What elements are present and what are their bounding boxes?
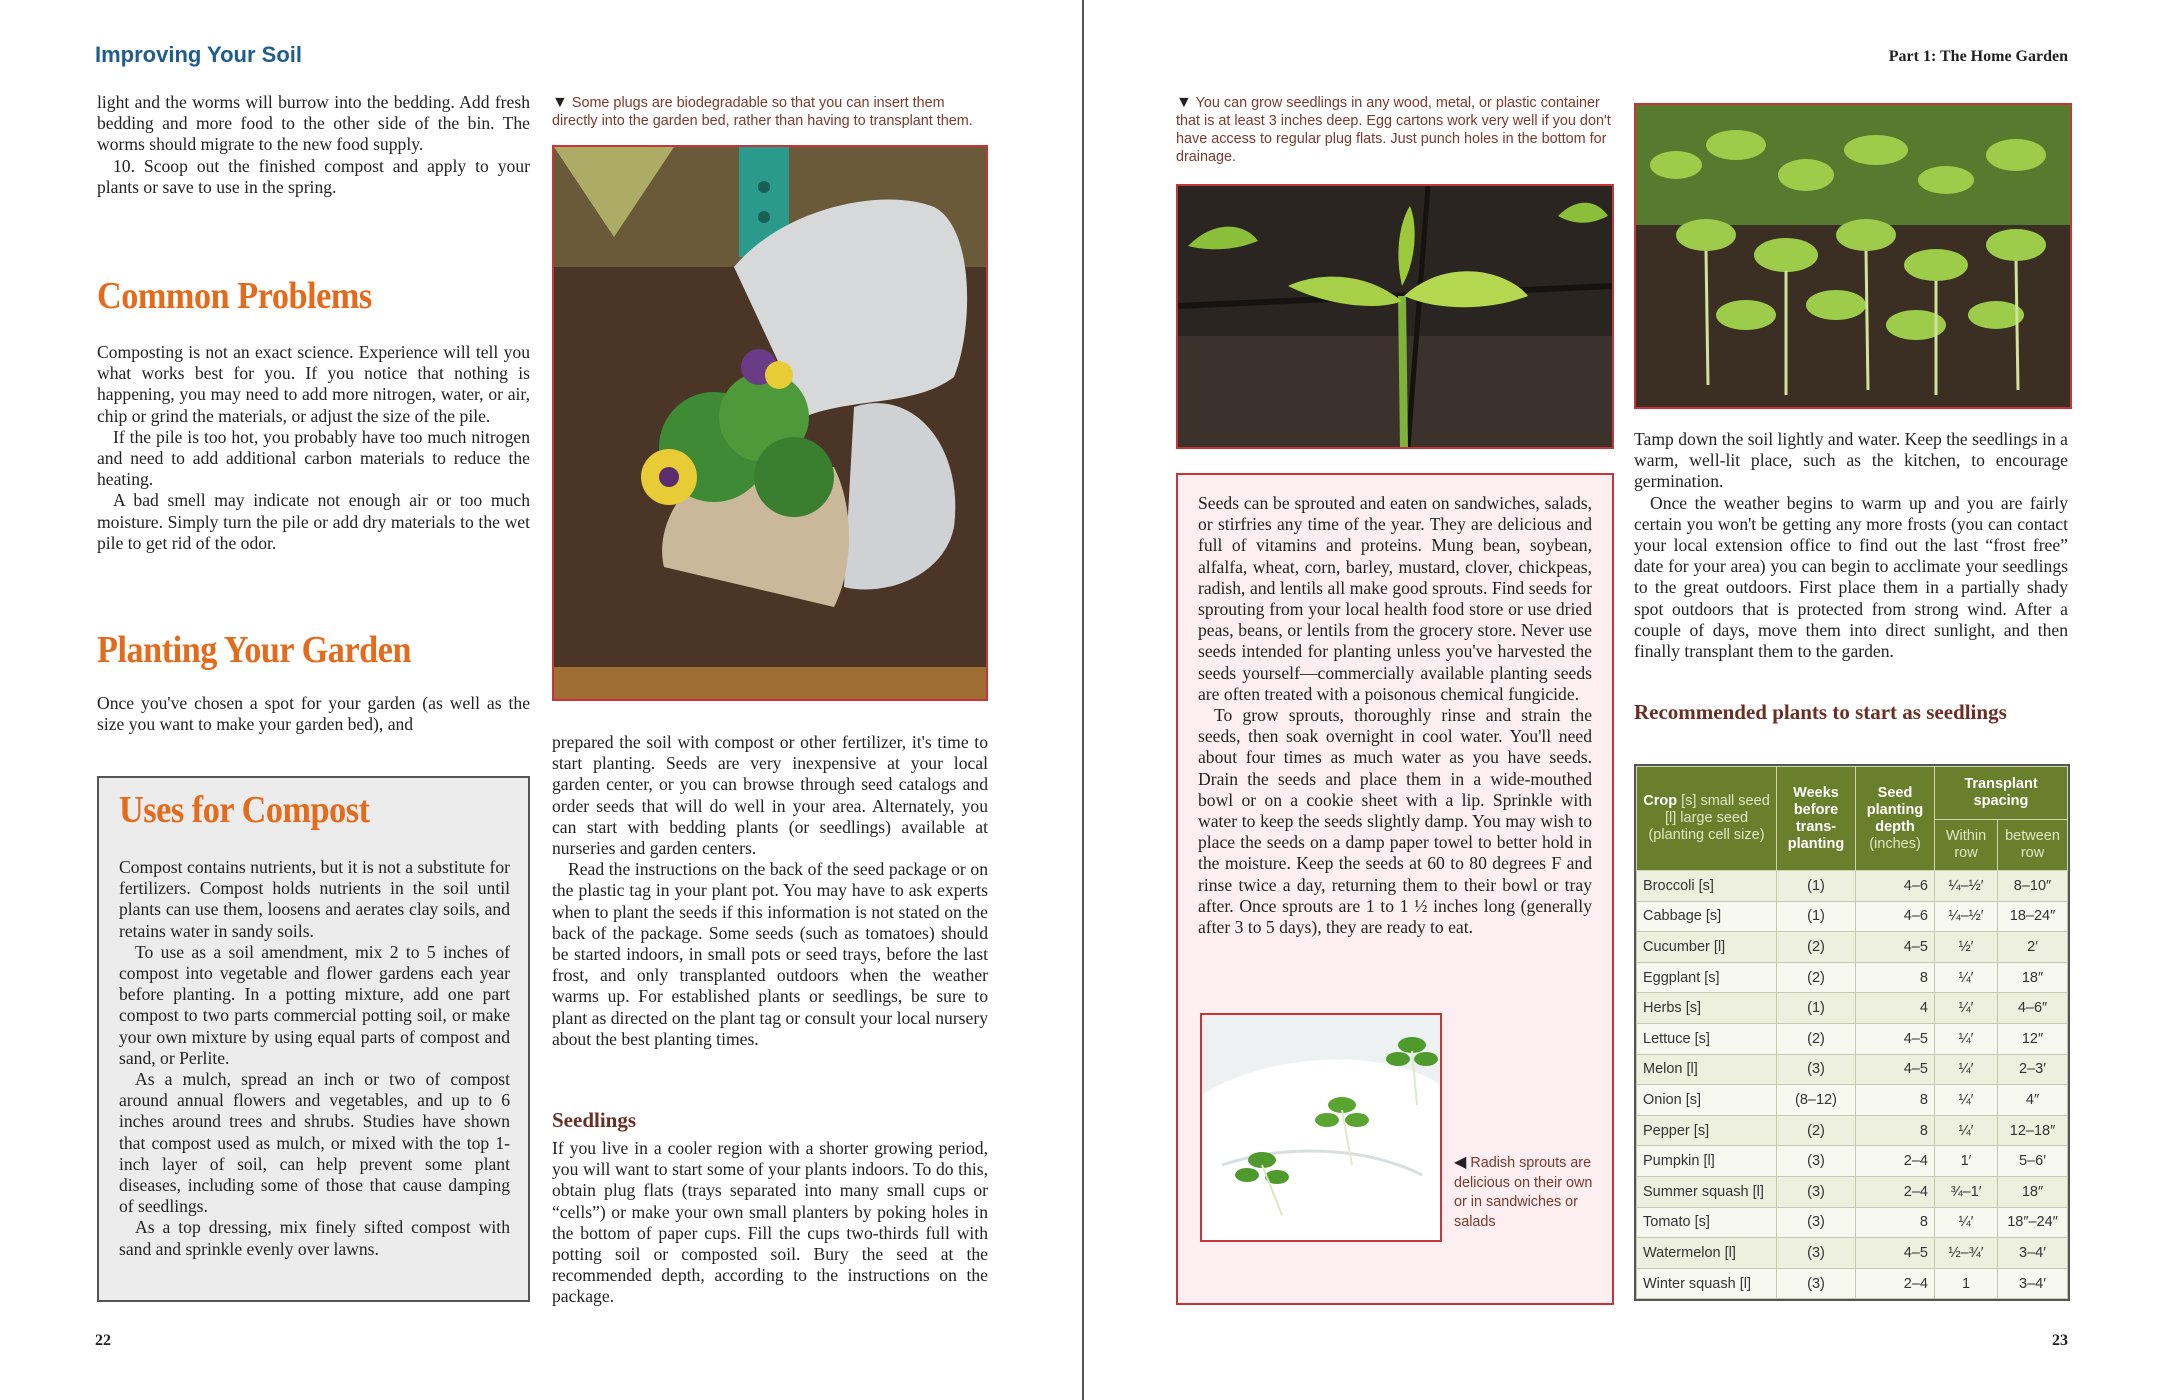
radish-caption-text: Radish sprouts are delicious on their own or in sandwiches or salads	[1454, 1155, 1593, 1230]
intro-text	[97, 92, 530, 198]
table-row	[1637, 1023, 2068, 1054]
cell-between: 12″	[1998, 1023, 2068, 1054]
cell-depth: 2–4	[1856, 1176, 1935, 1207]
cell-crop: Melon [l]	[1637, 1054, 1777, 1085]
cell-within: ¼′	[1935, 1085, 1998, 1116]
compost-para: Compost contains nutrients, but it is not a substitute for fertilizers. Compost holds nutrients in the soil until plants can use them, loosens and aerates clay soils, and retains water in sandy soils.	[119, 857, 510, 941]
cell-between: 4–6″	[1998, 993, 2068, 1024]
sprouts-text	[1198, 493, 1592, 938]
cell-weeks: (1)	[1777, 871, 1856, 902]
table-row	[1637, 1207, 2068, 1238]
photo-planting-plug	[552, 145, 988, 701]
col4-para: Tamp down the soil lightly and water. Keep the seedlings in a warm, well-lit place, such as the kitchen, to encourage germination.	[1634, 429, 2068, 492]
cell-depth: 8	[1856, 1085, 1935, 1116]
seedling-care-text	[1634, 429, 2068, 662]
uses-for-compost-box	[97, 776, 530, 1302]
cell-depth: 4–6	[1856, 871, 1935, 902]
table-row	[1637, 1146, 2068, 1177]
seedling-table	[1636, 766, 2068, 1299]
sprouts-para: Seeds can be sprouted and eaten on sandwiches, salads, or stirfries any time of the year. They are delicious and full of vitamins and proteins. Mung bean, soybean, alfalfa, wheat, corn, barley, mustard, clover, chickpeas, radish, and lentils all make good sprouts. Find seeds for sprouting from your local health food store or use dried peas, beans, or lentils from the grocery store. Never use seeds intended for planting unless you've harvested the seeds yourself—commercially available planting seeds are often treated with a poisonous chemical fungicide.	[1198, 493, 1592, 704]
seedling-caption-text: You can grow seedlings in any wood, metal, or plastic container that is at least 3 inches deep. Egg cartons work very well if you don't have access to regular plug flats. Just punch holes in the bottom for drainage.	[1176, 95, 1611, 165]
cell-crop: Broccoli [s]	[1637, 871, 1777, 902]
intro-para: 10. Scoop out the finished compost and apply to your plants or save to use in the spring.	[97, 155, 530, 197]
compost-para: As a top dressing, mix finely sifted compost with sand and sprinkle evenly over lawns.	[119, 1217, 510, 1259]
gloved-hands-planting-image	[554, 147, 986, 699]
col-header-spacing: Transplant spacing	[1935, 767, 2068, 820]
photo-seedling-flat	[1634, 103, 2072, 409]
cell-depth: 4	[1856, 993, 1935, 1024]
table-row	[1637, 1054, 2068, 1085]
cell-crop: Winter squash [l]	[1637, 1268, 1777, 1299]
seedlings-para: If you live in a cooler region with a shorter growing period, you will want to start some of your plants indoors. To do this, obtain plug flats (trays separated into many small cups or “cells”) or make your own small planters by poking holes in the bottom of paper cups. Fill the cups two-thirds full with potting soil or composted soil. Bury the seed at the recommended depth, according to the instructions on the package.	[552, 1138, 988, 1307]
cell-crop: Pepper [s]	[1637, 1115, 1777, 1146]
compost-para: To use as a soil amendment, mix 2 to 5 inches of compost into vegetable and flower gardens each year before planting. In a potting mixture, add one part compost to two parts commercial potting soil, or make your own mixture by using equal parts of compost and sand, or Perlite.	[119, 941, 510, 1068]
seedlings-text	[552, 1138, 988, 1308]
seedling-table-body	[1637, 871, 2068, 1299]
cell-depth: 8	[1856, 1115, 1935, 1146]
cell-crop: Lettuce [s]	[1637, 1023, 1777, 1054]
cell-between: 3–4′	[1998, 1238, 2068, 1269]
cell-weeks: (1)	[1777, 993, 1856, 1024]
page-number-right: 23	[2052, 1332, 2068, 1349]
cell-within: ¼′	[1935, 962, 1998, 993]
cell-weeks: (3)	[1777, 1238, 1856, 1269]
cell-depth: 4–5	[1856, 1238, 1935, 1269]
cell-weeks: (1)	[1777, 901, 1856, 932]
cell-depth: 4–5	[1856, 932, 1935, 963]
cell-crop: Cabbage [s]	[1637, 901, 1777, 932]
col-header-weeks: Weeks before trans-planting	[1777, 767, 1856, 871]
cell-between: 8–10″	[1998, 871, 2068, 902]
crop-header-detail: [s] small seed [l] large seed (planting cell size)	[1648, 793, 1770, 843]
cell-within: ¼′	[1935, 1207, 1998, 1238]
cell-crop: Onion [s]	[1637, 1085, 1777, 1116]
plug-caption	[552, 94, 988, 130]
table-row	[1637, 1238, 2068, 1269]
cell-between: 18″–24″	[1998, 1207, 2068, 1238]
cell-between: 18″	[1998, 962, 2068, 993]
cell-depth: 2–4	[1856, 1146, 1935, 1177]
triangle-down-icon: ▼	[1176, 94, 1192, 111]
cell-between: 2′	[1998, 932, 2068, 963]
seedling-caption	[1176, 94, 1616, 166]
problems-para: Composting is not an exact science. Experience will tell you what works best for you. If you notice that nothing is happening, you may need to add more nitrogen, water, or air, chip or grind the materials, or adjust the size of the pile.	[97, 342, 530, 426]
cell-between: 12–18″	[1998, 1115, 2068, 1146]
table-row	[1637, 932, 2068, 963]
cell-weeks: (2)	[1777, 932, 1856, 963]
depth-header-label: Seed planting depth	[1866, 784, 1924, 835]
table-title: Recommended plants to start as seedlings	[1634, 700, 2007, 724]
crop-header-label: Crop	[1643, 793, 1678, 809]
cell-depth: 4–5	[1856, 1023, 1935, 1054]
cell-between: 4″	[1998, 1085, 2068, 1116]
problems-para: A bad smell may indicate not enough air or too much moisture. Simply turn the pile or add dry materials to the wet pile to get rid of the odor.	[97, 490, 530, 553]
cell-within: 1	[1935, 1268, 1998, 1299]
radish-sprouts-image	[1202, 1015, 1440, 1240]
page-number-left: 22	[95, 1332, 111, 1349]
cell-weeks: (3)	[1777, 1054, 1856, 1085]
cell-between: 5–6′	[1998, 1146, 2068, 1177]
table-row	[1637, 1115, 2068, 1146]
cell-within: ¼′	[1935, 993, 1998, 1024]
cell-depth: 8	[1856, 962, 1935, 993]
running-head-right: Part 1: The Home Garden	[1888, 48, 2068, 65]
depth-header-unit: (inches)	[1869, 835, 1921, 852]
running-head-left: Improving Your Soil	[95, 42, 302, 67]
cell-depth: 2–4	[1856, 1268, 1935, 1299]
table-row	[1637, 901, 2068, 932]
table-row	[1637, 1268, 2068, 1299]
cell-between: 3–4′	[1998, 1268, 2068, 1299]
triangle-down-icon: ▼	[552, 94, 568, 111]
cell-weeks: (3)	[1777, 1268, 1856, 1299]
cell-weeks: (3)	[1777, 1146, 1856, 1177]
many-seedlings-image	[1636, 105, 2070, 407]
photo-radish-sprouts	[1200, 1013, 1442, 1242]
triangle-left-icon: ◀	[1454, 1154, 1467, 1171]
cell-weeks: (3)	[1777, 1207, 1856, 1238]
cell-within: ¼′	[1935, 1054, 1998, 1085]
table-row	[1637, 871, 2068, 902]
cell-weeks: (8–12)	[1777, 1085, 1856, 1116]
cell-within: ½–¾′	[1935, 1238, 1998, 1269]
page-spine	[1082, 0, 1084, 1400]
problems-para: If the pile is too hot, you probably have too much nitrogen and need to add additional carbon materials to reduce the heating.	[97, 426, 530, 490]
cell-depth: 4–5	[1856, 1054, 1935, 1085]
planting-para: Once you've chosen a spot for your garden (as well as the size you want to make your garden bed), and	[97, 693, 530, 735]
cell-within: ¼–½′	[1935, 871, 1998, 902]
seedlings-heading: Seedlings	[552, 1108, 637, 1132]
cell-weeks: (2)	[1777, 1115, 1856, 1146]
cell-within: 1′	[1935, 1146, 1998, 1177]
sprouts-box	[1176, 473, 1614, 1305]
photo-seedling-tray	[1176, 184, 1614, 449]
radish-caption	[1454, 1153, 1606, 1232]
cell-crop: Eggplant [s]	[1637, 962, 1777, 993]
table-row	[1637, 962, 2068, 993]
col-header-within: Within row	[1935, 820, 1998, 871]
planting-continued-text	[552, 732, 988, 1050]
cell-within: ¾–1′	[1935, 1176, 1998, 1207]
cell-within: ¼–½′	[1935, 901, 1998, 932]
common-problems-heading: Common Problems	[97, 275, 372, 317]
uses-for-compost-text	[119, 857, 510, 1260]
cell-crop: Tomato [s]	[1637, 1207, 1777, 1238]
uses-for-compost-heading: Uses for Compost	[119, 789, 370, 831]
col2-para: Read the instructions on the back of the seed package or on the plastic tag in your plant pot. You may have to ask experts when to plant the seeds if this information is not stated on the back of the package. Some seeds (such as tomatoes) should be started indoors, in small pots or seed trays, before the last frost, and only transplanted outdoors when the weather warms up. For established plants or seedlings, be sure to plant as directed on the plant tag or consult your local nursery about the best planting times.	[552, 859, 988, 1049]
col2-para: prepared the soil with compost or other fertilizer, it's time to start planting. Seeds are very inexpensive at your local garden center, or you can browse through seed catalogs and order seeds that will do well in your area. Alternately, you can start with bedding plants (or seedlings) available at nurseries and garden centers.	[552, 732, 988, 859]
seedling-in-soil-image	[1178, 186, 1612, 447]
cell-depth: 4–6	[1856, 901, 1935, 932]
col-header-depth	[1856, 767, 1935, 871]
sprouts-para: To grow sprouts, thoroughly rinse and strain the seeds, then soak overnight in cool water. You'll need about four times as much water as you have seeds. Drain the seeds and place them in a wide-mouthed bowl or on a cookie sheet with a lip. Sprinkle with water to keep the seeds slightly damp. You may wish to place the seeds on a damp paper towel to better hold in the moisture. Keep the seeds at 60 to 80 degrees F and rinse twice a day, returning them to their bowl or tray after. Once sprouts are 1 to 1 ½ inches long (generally after 3 to 5 days), they are ready to eat.	[1198, 705, 1592, 938]
cell-weeks: (3)	[1777, 1176, 1856, 1207]
col4-para: Once the weather begins to warm up and you are fairly certain you won't be getting any more frosts (you can contact your local extension office to find out the last “frost free” date for your area) you can begin to acclimate your seedlings to the great outdoors. First place them in a partially shady spot outdoors that is protected from strong wind. After a couple of days, move them into direct sunlight, and then finally transplant them to the garden.	[1634, 492, 2068, 662]
cell-within: ½′	[1935, 932, 1998, 963]
table-row	[1637, 1085, 2068, 1116]
cell-crop: Cucumber [l]	[1637, 932, 1777, 963]
compost-para: As a mulch, spread an inch or two of compost around annual flowers and vegetables, and up to 6 inches around trees and shrubs. Studies have shown that compost used as mulch, or mixed with the top 1-inch layer of soil, can help prevent some plant diseases, including some of those that cause damping of seedlings.	[119, 1069, 510, 1217]
col-header-crop	[1637, 767, 1777, 871]
seedling-table-frame	[1634, 764, 2070, 1301]
common-problems-text	[97, 342, 530, 554]
col-header-between: between row	[1998, 820, 2068, 871]
cell-crop: Herbs [s]	[1637, 993, 1777, 1024]
cell-within: ¼′	[1935, 1023, 1998, 1054]
cell-crop: Watermelon [l]	[1637, 1238, 1777, 1269]
cell-between: 18″	[1998, 1176, 2068, 1207]
planting-heading: Planting Your Garden	[97, 629, 412, 671]
intro-para: light and the worms will burrow into the bedding. Add fresh bedding and more food to the other side of the bin. The worms should migrate to the new food supply.	[97, 92, 530, 155]
cell-depth: 8	[1856, 1207, 1935, 1238]
table-row	[1637, 1176, 2068, 1207]
planting-text	[97, 693, 530, 735]
cell-within: ¼′	[1935, 1115, 1998, 1146]
cell-weeks: (2)	[1777, 962, 1856, 993]
cell-between: 18–24″	[1998, 901, 2068, 932]
cell-weeks: (2)	[1777, 1023, 1856, 1054]
cell-crop: Summer squash [l]	[1637, 1176, 1777, 1207]
cell-crop: Pumpkin [l]	[1637, 1146, 1777, 1177]
table-row	[1637, 993, 2068, 1024]
plug-caption-text: Some plugs are biodegradable so that you can insert them directly into the garden bed, rather than having to transplant them.	[552, 95, 973, 129]
cell-between: 2–3′	[1998, 1054, 2068, 1085]
